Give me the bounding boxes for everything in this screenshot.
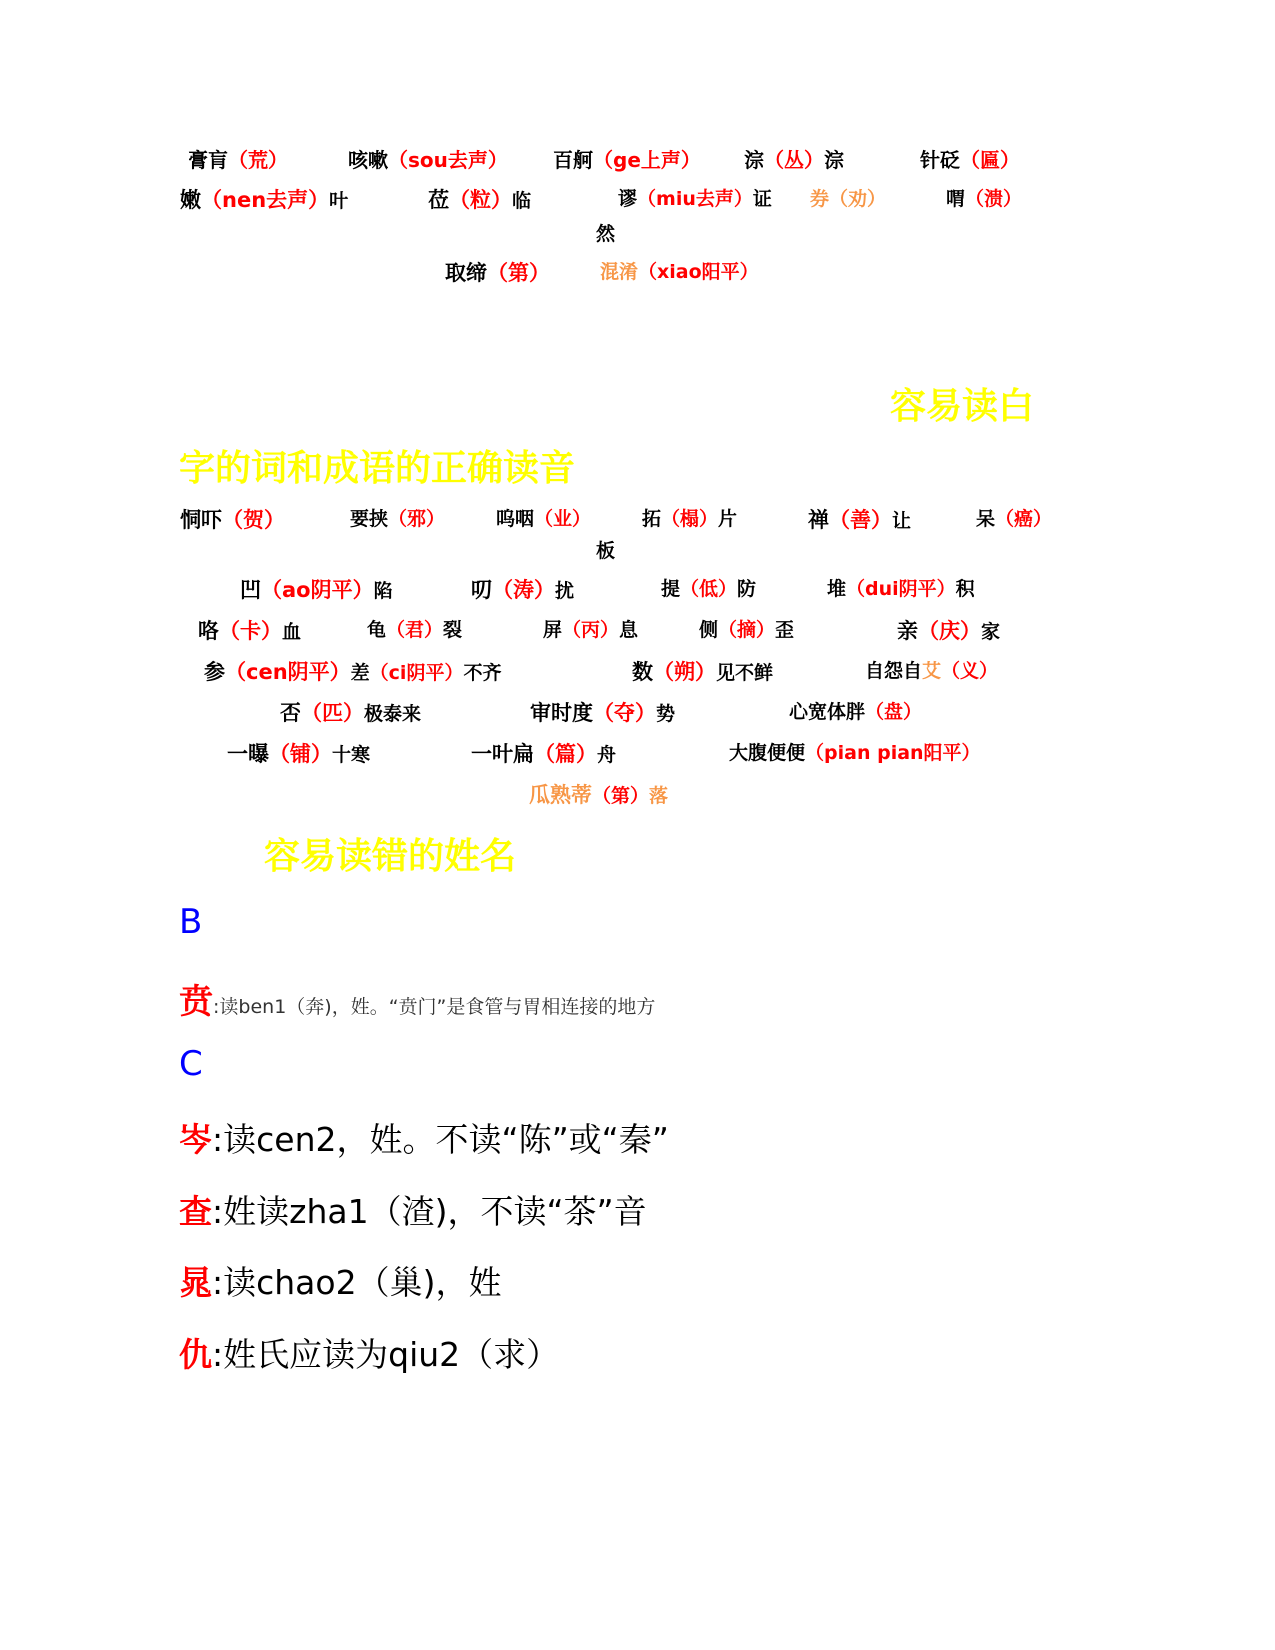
word-pian: 一叶扁（篇）舟	[471, 742, 617, 766]
heading-2-line1: 容易读白	[890, 386, 1035, 427]
word-quan: 券（劝）	[810, 188, 887, 210]
word-pi: 否（匹）极泰来	[280, 701, 422, 725]
s2-row1-wrap: 板	[596, 540, 616, 562]
name-zha: 查:姓读zha1（渣)，不读“茶”音	[179, 1192, 647, 1231]
word-donghe: 恫吓（贺）	[180, 508, 285, 532]
word-difang: 提（低）防	[661, 578, 757, 600]
word-duiji: 堆（dui阴平）积	[827, 578, 975, 600]
word-taorao: 叨（涛）扰	[471, 578, 575, 602]
heading-2-line2: 字的词和成语的正确读音	[179, 448, 576, 489]
word-pan: 心宽体胖（盘）	[789, 701, 923, 723]
word-hunxiao: 混淆（xiao阳平）	[600, 261, 759, 283]
word-duo: 审时度（夺）势	[530, 701, 676, 725]
name-qiu: 仇:姓氏应读为qiu2（求）	[179, 1335, 560, 1374]
word-qingjia: 亲（庆）家	[897, 619, 1001, 643]
letter-b: B	[179, 902, 203, 942]
word-lilin: 莅（粒）临	[428, 188, 532, 212]
word-zhaiwai: 侧（摘）歪	[699, 619, 795, 641]
word-aiban: 呆（癌）	[976, 508, 1053, 530]
heading-3: 容易读错的姓名	[264, 836, 517, 877]
word-aoxian: 凹（ao阴平）陷	[240, 578, 393, 602]
word-zhenbian: 针砭（匾）	[920, 148, 1020, 172]
word-kaxue: 咯（卡）血	[198, 619, 302, 643]
word-wuye: 呜咽（业）	[496, 508, 592, 530]
name-chao: 晁:读chao2（巢)，姓	[179, 1263, 502, 1302]
word-yaoxie: 要挟（邪）	[350, 508, 446, 530]
word-junlie: 龟（君）裂	[367, 619, 463, 641]
word-kesou: 咳嗽（sou去声）	[348, 148, 508, 172]
word-congcong: 淙（丛）淙	[744, 148, 844, 172]
letter-c: C	[179, 1044, 203, 1084]
word-miuzheng: 谬（miu去声）证	[618, 188, 772, 210]
word-shanrang: 禅（善）让	[808, 508, 912, 532]
s1-row2-wrap: 然	[596, 223, 616, 245]
word-qudi: 取缔（第）	[445, 261, 550, 285]
word-gaohuang: 膏肓（荒）	[188, 148, 288, 172]
word-pianpian: 大腹便便（pian pian阳平）	[729, 742, 981, 764]
word-baige: 百舸（ge上声）	[553, 148, 701, 172]
word-bingxi: 屏（丙）息	[543, 619, 639, 641]
word-pu: 一曝（铺）十寒	[227, 742, 371, 766]
word-yi: 自怨自艾（义）	[865, 660, 999, 682]
name-ben: 贲:读ben1（奔)，姓。“贲门”是食管与胃相连接的地方	[179, 982, 656, 1022]
word-nenye: 嫩（nen去声）叶	[180, 188, 349, 212]
word-tapian: 拓（榻）片	[642, 508, 738, 530]
name-cen: 岑:读cen2，姓。不读“陈”或“秦”	[179, 1120, 669, 1159]
word-cenci: 参（cen阴平）差（ci阴平）不齐	[204, 660, 502, 684]
word-shuo: 数（朔）见不鲜	[632, 660, 774, 684]
s2-row7: 瓜熟蒂（第）落	[529, 783, 669, 807]
word-kui: 喟（溃）	[946, 188, 1023, 210]
